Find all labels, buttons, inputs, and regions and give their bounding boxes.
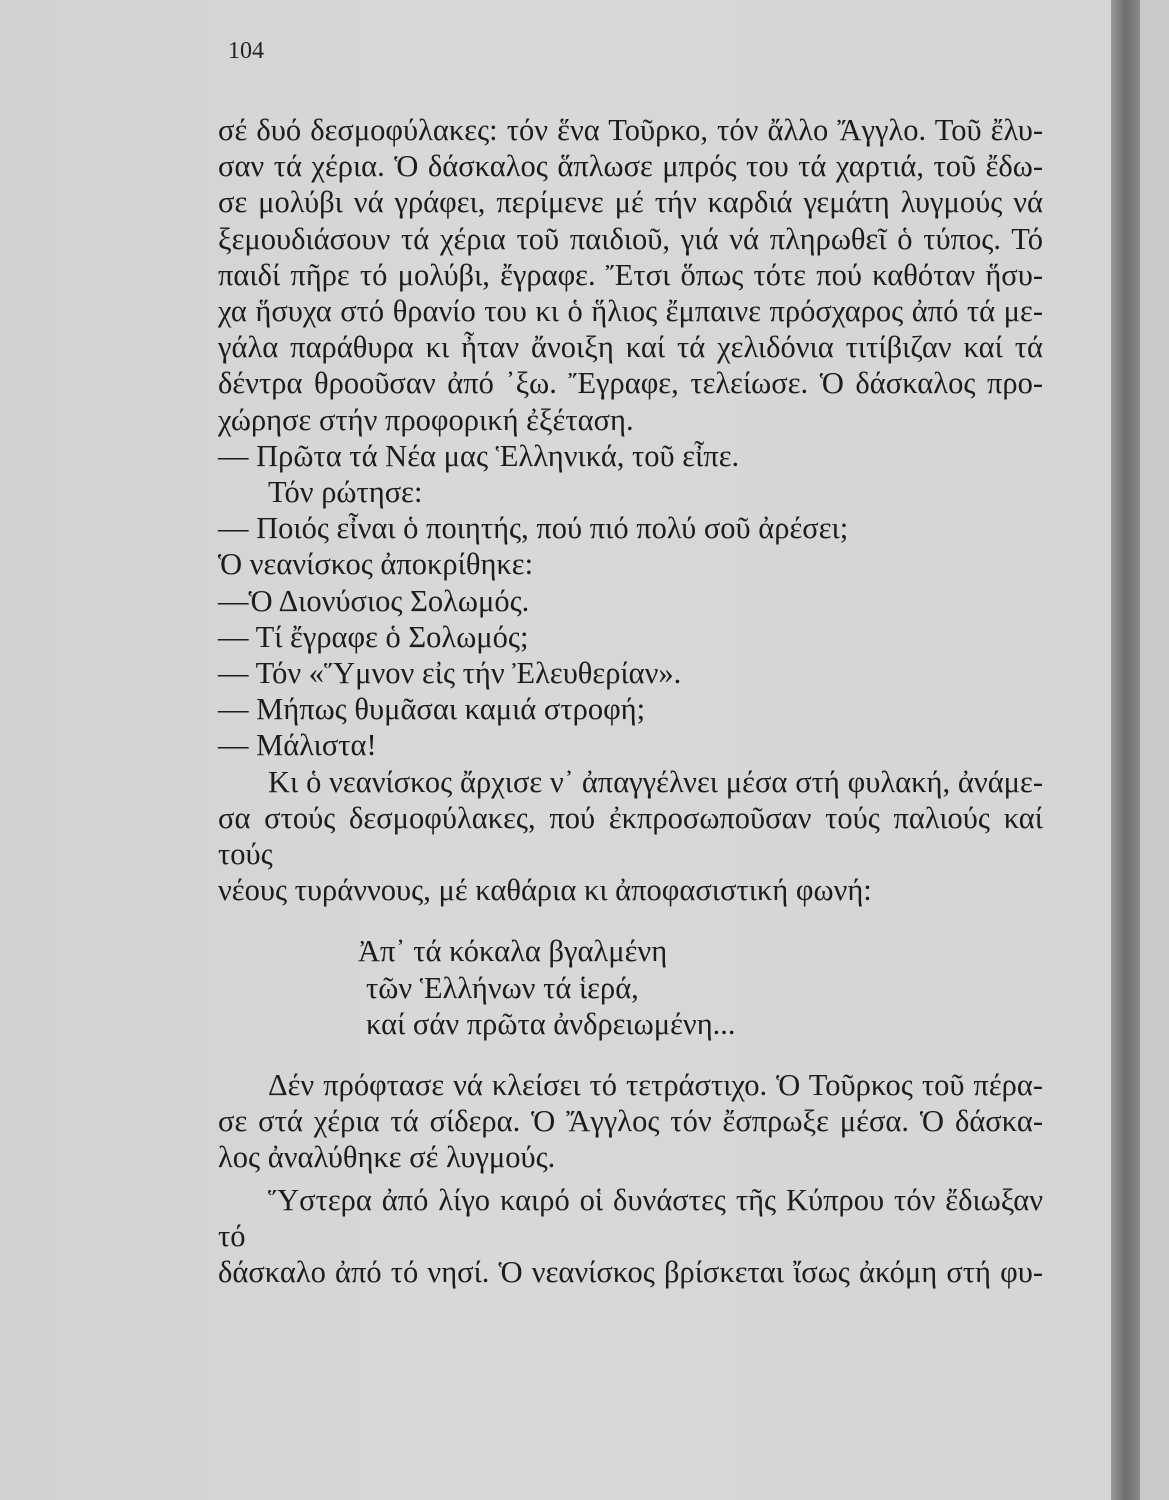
text-line: γάλα παράθυρα κι ἦταν ἄνοιξη καί τά χελιδόνια τιτίβιζαν καί τά bbox=[218, 330, 1043, 365]
text-line: ξεμουδιάσουν τά χέρια τοῦ παιδιοῦ, γιά νά πληρωθεῖ ὁ τύπος. Τό bbox=[218, 221, 1043, 256]
body-text bbox=[218, 112, 1043, 1290]
paragraph-1 bbox=[218, 112, 1043, 438]
text-line: Δέν πρόφτασε νά κλείσει τό τετράστιχο. Ὁ Τοῦρκος τοῦ πέρα- bbox=[268, 1068, 1043, 1103]
dialogue-line: — Μήπως θυμᾶσαι καμιά στροφή; bbox=[218, 692, 646, 727]
dialogue bbox=[218, 438, 1043, 764]
text-line: παιδί πῆρε τό μολύβι, ἔγραφε. Ἔτσι ὅπως τότε πού καθόταν ἥσυ- bbox=[218, 257, 1043, 292]
text-line: Ὕστερα ἀπό λίγο καιρό οἱ δυνάστες τῆς Κύπρου τόν ἔδιωξαν τό bbox=[218, 1182, 1043, 1253]
paragraph-3 bbox=[218, 1067, 1043, 1176]
text-line: σε στά χέρια τά σίδερα. Ὁ Ἄγγλος τόν ἔσπρωξε μέσα. Ὁ δάσκα- bbox=[218, 1104, 1043, 1139]
poem-stanza bbox=[358, 933, 1043, 1042]
text-line: δάσκαλο ἀπό τό νησί. Ὁ νεανίσκος βρίσκεται ἴσως ἀκόμη στή φυ- bbox=[218, 1255, 1043, 1290]
dialogue-line: —Ὁ Διονύσιος Σολωμός. bbox=[218, 583, 530, 618]
page-edge bbox=[1111, 0, 1140, 1500]
text-line: λος ἀναλύθηκε σέ λυγμούς. bbox=[218, 1140, 556, 1175]
text-line: σέ δυό δεσμοφύλακες: τόν ἕνα Τοῦρκο, τόν ἄλλο Ἄγγλο. Τοῦ ἔλυ- bbox=[218, 113, 1043, 147]
dialogue-line: — Τί ἔγραφε ὁ Σολωμός; bbox=[218, 619, 529, 654]
dialogue-line: — Πρῶτα τά Νέα μας Ἑλληνικά, τοῦ εἶπε. bbox=[218, 438, 740, 473]
poem-line: Ἀπ᾽ τά κόκαλα βγαλμένη bbox=[358, 934, 668, 969]
text-line: σε μολύβι νά γράφει, περίμενε μέ τήν καρδιά γεμάτη λυγμούς νά bbox=[218, 185, 1043, 220]
text-line: σαν τά χέρια. Ὁ δάσκαλος ἅπλωσε μπρός του τά χαρτιά, τοῦ ἔδω- bbox=[218, 149, 1043, 184]
poem-line: καί σάν πρῶτα ἀνδρειωμένη... bbox=[366, 1006, 736, 1041]
dialogue-line: — Μάλιστα! bbox=[218, 728, 377, 763]
text-line: χα ἥσυχα στό θρανίο του κι ὁ ἥλιος ἔμπαινε πρόσχαρος ἀπό τά με- bbox=[218, 294, 1043, 329]
text-line: Κι ὁ νεανίσκος ἄρχισε ν᾽ ἀπαγγέλνει μέσα στή φυλακή, ἀνάμε- bbox=[268, 764, 1043, 799]
text-line: νέους τυράννους, μέ καθάρια κι ἀποφασιστική φωνή: bbox=[218, 873, 872, 908]
text-line: χώρησε στήν προφορική ἐξέταση. bbox=[218, 402, 634, 437]
dialogue-line: — Ποιός εἶναι ὁ ποιητής, πού πιό πολύ σοῦ ἀρέσει; bbox=[218, 511, 849, 546]
dialogue-line: Ὁ νεανίσκος ἀποκρίθηκε: bbox=[218, 547, 534, 582]
page-number: 104 bbox=[228, 38, 264, 64]
dialogue-line: — Τόν «Ὕμνον εἰς τήν Ἐλευθερίαν». bbox=[218, 656, 682, 691]
text-line: δέντρα θροοῦσαν ἀπό ᾽ξω. Ἔγραφε, τελείωσε. Ὁ δάσκαλος προ- bbox=[218, 366, 1043, 401]
text-line: σα στούς δεσμοφύλακες, πού ἐκπροσωποῦσαν τούς παλιούς καί τούς bbox=[218, 800, 1043, 872]
paragraph-2 bbox=[218, 764, 1043, 909]
dialogue-line: Τόν ρώτησε: bbox=[268, 475, 423, 510]
poem-line: τῶν Ἑλλήνων τά ἱερά, bbox=[366, 970, 639, 1005]
paragraph-4 bbox=[218, 1182, 1043, 1291]
